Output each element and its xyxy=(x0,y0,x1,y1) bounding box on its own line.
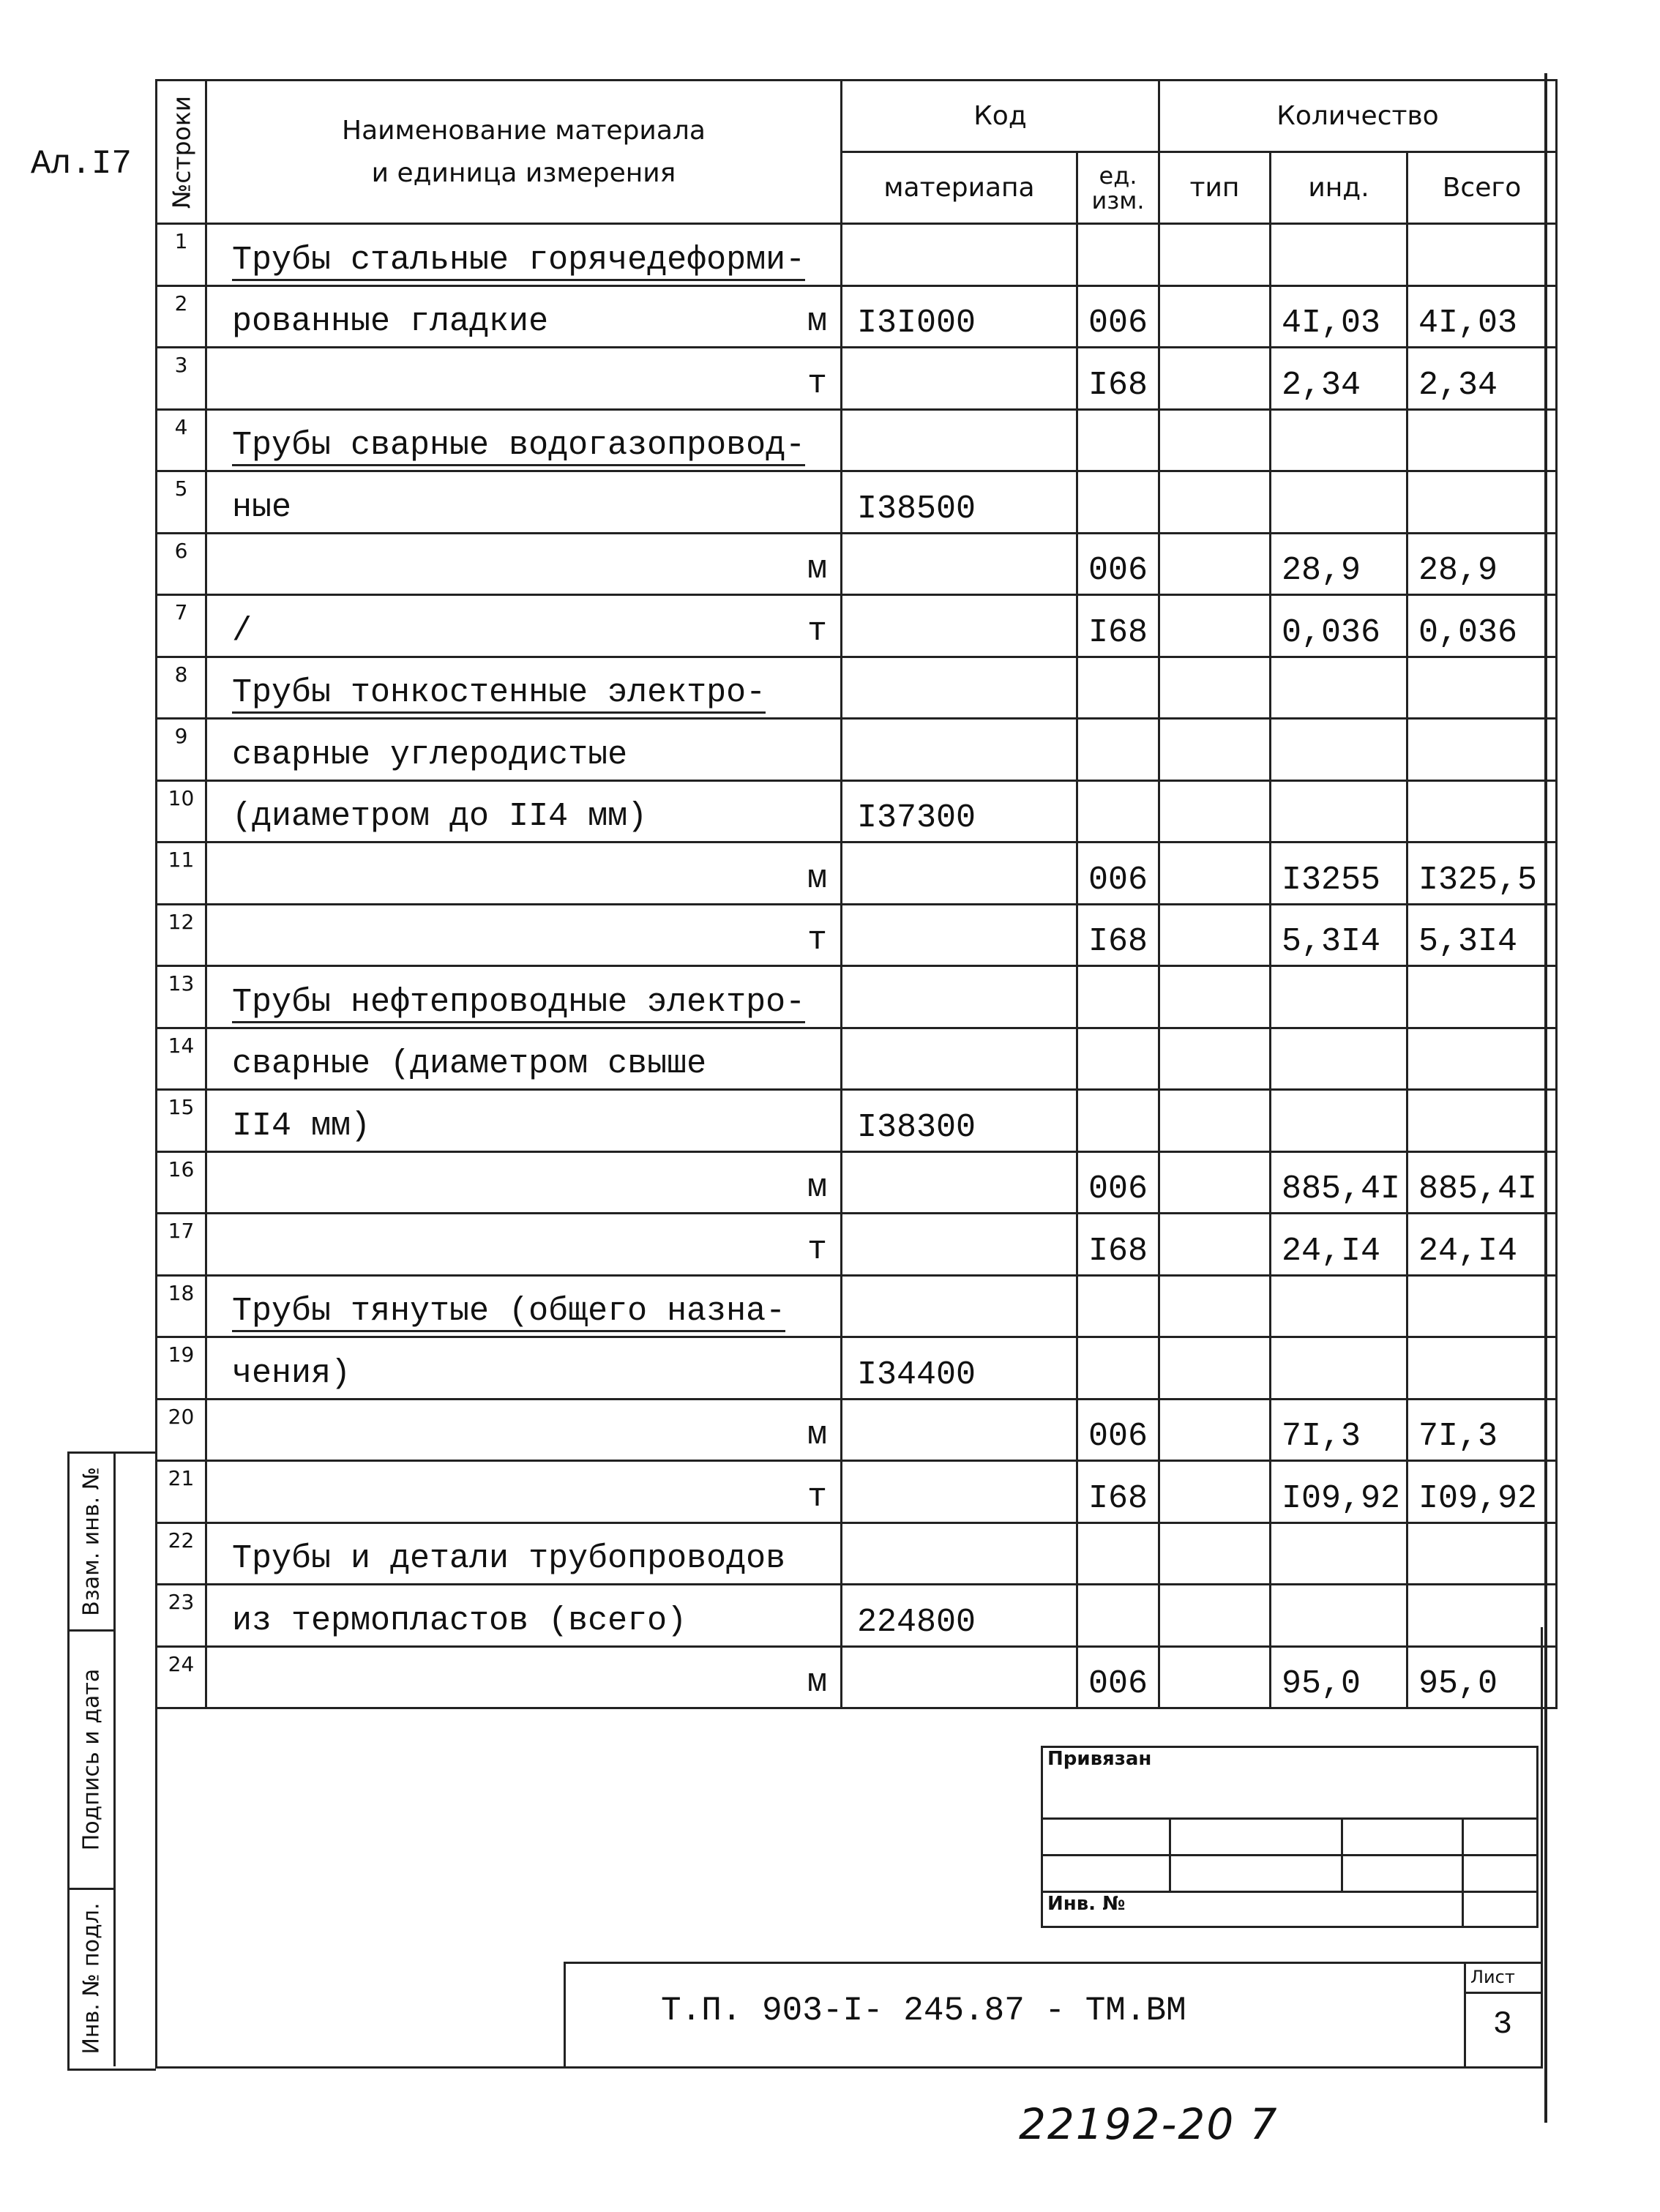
row-number: 3 xyxy=(157,348,206,410)
qty-total xyxy=(1407,1337,1557,1400)
qty-total xyxy=(1407,471,1557,534)
material-name xyxy=(206,1151,842,1214)
qty-type xyxy=(1159,471,1271,534)
row-number: 15 xyxy=(157,1090,206,1152)
row-number: 24 xyxy=(157,1646,206,1708)
row-number: 1 xyxy=(157,224,206,286)
material-name-text: Трубы нефтепроводные электро- xyxy=(232,984,805,1023)
table-row xyxy=(157,1461,1557,1523)
material-code: 224800 xyxy=(842,1585,1077,1647)
table-row xyxy=(157,1337,1557,1400)
qty-total xyxy=(1407,1028,1557,1090)
qty-total: 4I,03 xyxy=(1407,285,1557,348)
material-name-text: сварные углеродистые xyxy=(232,736,628,774)
header-row-no: №строки xyxy=(157,81,206,224)
material-code xyxy=(842,533,1077,595)
row-number: 19 xyxy=(157,1337,206,1400)
table-row xyxy=(157,595,1557,657)
qty-ind: 28,9 xyxy=(1271,533,1407,595)
row-number: 21 xyxy=(157,1461,206,1523)
row-number: 23 xyxy=(157,1585,206,1647)
qty-ind xyxy=(1271,1090,1407,1152)
table-row xyxy=(157,1090,1557,1152)
qty-type xyxy=(1159,657,1271,719)
qty-total xyxy=(1407,409,1557,471)
material-name-text: ные xyxy=(232,488,292,526)
material-name xyxy=(206,224,842,286)
qty-ind xyxy=(1271,780,1407,842)
qty-total: 5,3I4 xyxy=(1407,904,1557,966)
table-row xyxy=(157,285,1557,348)
margin-vzam-inv: Взам. инв. № xyxy=(70,1454,116,1632)
unit-label: м xyxy=(807,1416,827,1454)
qty-type xyxy=(1159,1461,1271,1523)
qty-total xyxy=(1407,224,1557,286)
qty-type xyxy=(1159,1522,1271,1585)
material-code xyxy=(842,904,1077,966)
qty-total: I325,5 xyxy=(1407,842,1557,905)
qty-ind xyxy=(1271,224,1407,286)
unit-code: I68 xyxy=(1077,1214,1159,1276)
material-code xyxy=(842,409,1077,471)
header-code-unit: ед. изм. xyxy=(1077,152,1159,224)
material-code: I3I000 xyxy=(842,285,1077,348)
table-row xyxy=(157,780,1557,842)
row-number: 8 xyxy=(157,657,206,719)
material-name xyxy=(206,409,842,471)
table-row xyxy=(157,1522,1557,1585)
table-row xyxy=(157,1028,1557,1090)
qty-type xyxy=(1159,1090,1271,1152)
unit-label: м xyxy=(807,303,827,340)
material-name-text: чения) xyxy=(232,1354,351,1392)
unit-code xyxy=(1077,471,1159,534)
header-quantity: Количество xyxy=(1159,81,1557,152)
left-margin-block xyxy=(67,1451,156,2071)
table-row xyxy=(157,657,1557,719)
qty-ind xyxy=(1271,471,1407,534)
qty-type xyxy=(1159,224,1271,286)
sheet-label: Ал.I7 xyxy=(31,145,132,183)
unit-code: 006 xyxy=(1077,285,1159,348)
material-name-text: рованные гладкие xyxy=(232,303,549,340)
material-code: I38500 xyxy=(842,471,1077,534)
header-qty-total: Всего xyxy=(1407,152,1557,224)
material-name xyxy=(206,1028,842,1090)
unit-code: I68 xyxy=(1077,348,1159,410)
material-code xyxy=(842,1275,1077,1337)
qty-ind: 24,I4 xyxy=(1271,1214,1407,1276)
material-name-text: Трубы стальные горячедеформи- xyxy=(232,242,805,281)
row-number: 2 xyxy=(157,285,206,348)
row-number: 5 xyxy=(157,471,206,534)
unit-code xyxy=(1077,224,1159,286)
unit-label: т xyxy=(807,365,827,403)
material-name xyxy=(206,657,842,719)
row-number: 17 xyxy=(157,1214,206,1276)
material-name-text: Трубы тонкостенные электро- xyxy=(232,674,766,714)
qty-ind xyxy=(1271,409,1407,471)
qty-ind: 0,036 xyxy=(1271,595,1407,657)
table-row xyxy=(157,1151,1557,1214)
unit-code: 006 xyxy=(1077,842,1159,905)
row-number: 4 xyxy=(157,409,206,471)
material-name xyxy=(206,904,842,966)
material-name-text: из термопластов (всего) xyxy=(232,1602,687,1640)
material-name xyxy=(206,1461,842,1523)
row-number: 13 xyxy=(157,966,206,1028)
table-row xyxy=(157,1275,1557,1337)
margin-signature-date: Подпись и дата xyxy=(70,1632,116,1890)
unit-code: 006 xyxy=(1077,1646,1159,1708)
unit-code xyxy=(1077,657,1159,719)
unit-code xyxy=(1077,409,1159,471)
material-code xyxy=(842,1399,1077,1461)
material-name xyxy=(206,719,842,781)
qty-total xyxy=(1407,1522,1557,1585)
table-row xyxy=(157,471,1557,534)
table-row xyxy=(157,719,1557,781)
qty-ind: 95,0 xyxy=(1271,1646,1407,1708)
table-row xyxy=(157,409,1557,471)
material-name xyxy=(206,285,842,348)
unit-code: I68 xyxy=(1077,1461,1159,1523)
unit-label: т xyxy=(807,612,827,650)
material-name xyxy=(206,533,842,595)
qty-type xyxy=(1159,595,1271,657)
row-number: 11 xyxy=(157,842,206,905)
material-name-text: II4 мм) xyxy=(232,1107,371,1145)
material-code xyxy=(842,348,1077,410)
qty-type xyxy=(1159,1399,1271,1461)
unit-code xyxy=(1077,1275,1159,1337)
materials-table xyxy=(155,79,1558,1709)
table-row xyxy=(157,1399,1557,1461)
qty-type xyxy=(1159,1337,1271,1400)
qty-total: 24,I4 xyxy=(1407,1214,1557,1276)
material-name xyxy=(206,966,842,1028)
qty-type xyxy=(1159,780,1271,842)
qty-total xyxy=(1407,657,1557,719)
material-name xyxy=(206,842,842,905)
margin-inv-podl: Инв. № подл. xyxy=(70,1890,116,2066)
material-name-text: / xyxy=(232,612,253,650)
qty-type xyxy=(1159,842,1271,905)
unit-code xyxy=(1077,780,1159,842)
row-number: 9 xyxy=(157,719,206,781)
unit-label: т xyxy=(807,1230,827,1268)
qty-ind: 2,34 xyxy=(1271,348,1407,410)
title-block xyxy=(564,1962,1541,2069)
unit-code: I68 xyxy=(1077,595,1159,657)
material-name xyxy=(206,1399,842,1461)
material-name-text: Трубы тянутые (общего назна- xyxy=(232,1293,785,1332)
material-name-text: Трубы и детали трубопроводов xyxy=(232,1540,786,1577)
unit-code xyxy=(1077,966,1159,1028)
qty-type xyxy=(1159,1028,1271,1090)
unit-code: I68 xyxy=(1077,904,1159,966)
row-number: 20 xyxy=(157,1399,206,1461)
unit-label: м xyxy=(807,1169,827,1206)
qty-ind: 885,4I xyxy=(1271,1151,1407,1214)
row-number: 18 xyxy=(157,1275,206,1337)
header-code: Код xyxy=(842,81,1159,152)
unit-label: т xyxy=(807,922,827,959)
qty-total: 2,34 xyxy=(1407,348,1557,410)
qty-ind: 7I,3 xyxy=(1271,1399,1407,1461)
row-number: 12 xyxy=(157,904,206,966)
qty-total xyxy=(1407,780,1557,842)
qty-total: 7I,3 xyxy=(1407,1399,1557,1461)
qty-total: 885,4I xyxy=(1407,1151,1557,1214)
table-row xyxy=(157,348,1557,410)
material-name xyxy=(206,1214,842,1276)
qty-total: 28,9 xyxy=(1407,533,1557,595)
unit-code xyxy=(1077,1337,1159,1400)
sheet-number: 3 xyxy=(1492,2006,1513,2043)
unit-code xyxy=(1077,719,1159,781)
qty-total xyxy=(1407,1090,1557,1152)
material-code xyxy=(842,1028,1077,1090)
qty-ind: I3255 xyxy=(1271,842,1407,905)
row-number: 22 xyxy=(157,1522,206,1585)
qty-total: 0,036 xyxy=(1407,595,1557,657)
material-name-text: Трубы сварные водогазопровод- xyxy=(232,427,805,466)
material-code xyxy=(842,719,1077,781)
material-code xyxy=(842,1151,1077,1214)
qty-ind: 4I,03 xyxy=(1271,285,1407,348)
qty-ind xyxy=(1271,1028,1407,1090)
qty-type xyxy=(1159,966,1271,1028)
qty-total xyxy=(1407,966,1557,1028)
row-number: 14 xyxy=(157,1028,206,1090)
material-name xyxy=(206,1337,842,1400)
header-code-material: материапа xyxy=(842,152,1077,224)
material-name xyxy=(206,1275,842,1337)
qty-ind: 5,3I4 xyxy=(1271,904,1407,966)
table-row xyxy=(157,842,1557,905)
row-number: 10 xyxy=(157,780,206,842)
unit-code: 006 xyxy=(1077,1399,1159,1461)
qty-ind xyxy=(1271,1522,1407,1585)
material-code xyxy=(842,1214,1077,1276)
material-code xyxy=(842,595,1077,657)
unit-code xyxy=(1077,1028,1159,1090)
material-name xyxy=(206,1522,842,1585)
qty-ind xyxy=(1271,657,1407,719)
stamp-privyazan: Привязан xyxy=(1042,1747,1538,1819)
header-name: Наименование материала и единица измерения xyxy=(206,81,842,224)
table-row xyxy=(157,224,1557,286)
unit-label: м xyxy=(807,1664,827,1701)
qty-type xyxy=(1159,348,1271,410)
unit-label: т xyxy=(807,1478,827,1516)
qty-ind xyxy=(1271,1275,1407,1337)
material-code xyxy=(842,1461,1077,1523)
stamp-inv-no: Инв. № xyxy=(1042,1892,1463,1927)
row-number: 7 xyxy=(157,595,206,657)
unit-code xyxy=(1077,1522,1159,1585)
row-number: 16 xyxy=(157,1151,206,1214)
table-row xyxy=(157,1214,1557,1276)
material-code xyxy=(842,842,1077,905)
unit-code: 006 xyxy=(1077,1151,1159,1214)
qty-total xyxy=(1407,1275,1557,1337)
material-name xyxy=(206,471,842,534)
material-name xyxy=(206,780,842,842)
table-row xyxy=(157,904,1557,966)
unit-code xyxy=(1077,1090,1159,1152)
qty-type xyxy=(1159,1275,1271,1337)
unit-label: м xyxy=(807,859,827,897)
material-name-text: (диаметром до II4 мм) xyxy=(232,798,648,835)
row-number: 6 xyxy=(157,533,206,595)
binding-stamp xyxy=(1041,1746,1539,1928)
material-code xyxy=(842,966,1077,1028)
sheet-number-label: Лист xyxy=(1470,1967,1515,1987)
material-code: I38300 xyxy=(842,1090,1077,1152)
table-row xyxy=(157,533,1557,595)
sheet-number-box xyxy=(1464,1964,1541,2069)
material-name xyxy=(206,1090,842,1152)
material-code xyxy=(842,224,1077,286)
material-code xyxy=(842,657,1077,719)
archive-number: 22192-20 7 xyxy=(1019,2099,1279,2149)
qty-total xyxy=(1407,719,1557,781)
table-row xyxy=(157,966,1557,1028)
qty-type xyxy=(1159,904,1271,966)
qty-type xyxy=(1159,533,1271,595)
qty-total: I09,92 xyxy=(1407,1461,1557,1523)
qty-total: 95,0 xyxy=(1407,1646,1557,1708)
material-name-text: сварные (диаметром свыше xyxy=(232,1045,707,1083)
document-code: Т.П. 903-I- 245.87 - ТМ.ВМ xyxy=(661,1992,1186,2030)
material-name xyxy=(206,348,842,410)
qty-type xyxy=(1159,719,1271,781)
table-body xyxy=(157,224,1557,1708)
material-code xyxy=(842,1522,1077,1585)
qty-ind: I09,92 xyxy=(1271,1461,1407,1523)
header-qty-type: тип xyxy=(1159,152,1271,224)
material-code: I34400 xyxy=(842,1337,1077,1400)
qty-type xyxy=(1159,285,1271,348)
unit-code: 006 xyxy=(1077,533,1159,595)
header-qty-ind: инд. xyxy=(1271,152,1407,224)
qty-ind xyxy=(1271,719,1407,781)
qty-ind xyxy=(1271,1337,1407,1400)
qty-type xyxy=(1159,409,1271,471)
qty-type xyxy=(1159,1151,1271,1214)
qty-ind xyxy=(1271,966,1407,1028)
material-code: I37300 xyxy=(842,780,1077,842)
material-name xyxy=(206,595,842,657)
qty-type xyxy=(1159,1214,1271,1276)
unit-label: м xyxy=(807,550,827,588)
